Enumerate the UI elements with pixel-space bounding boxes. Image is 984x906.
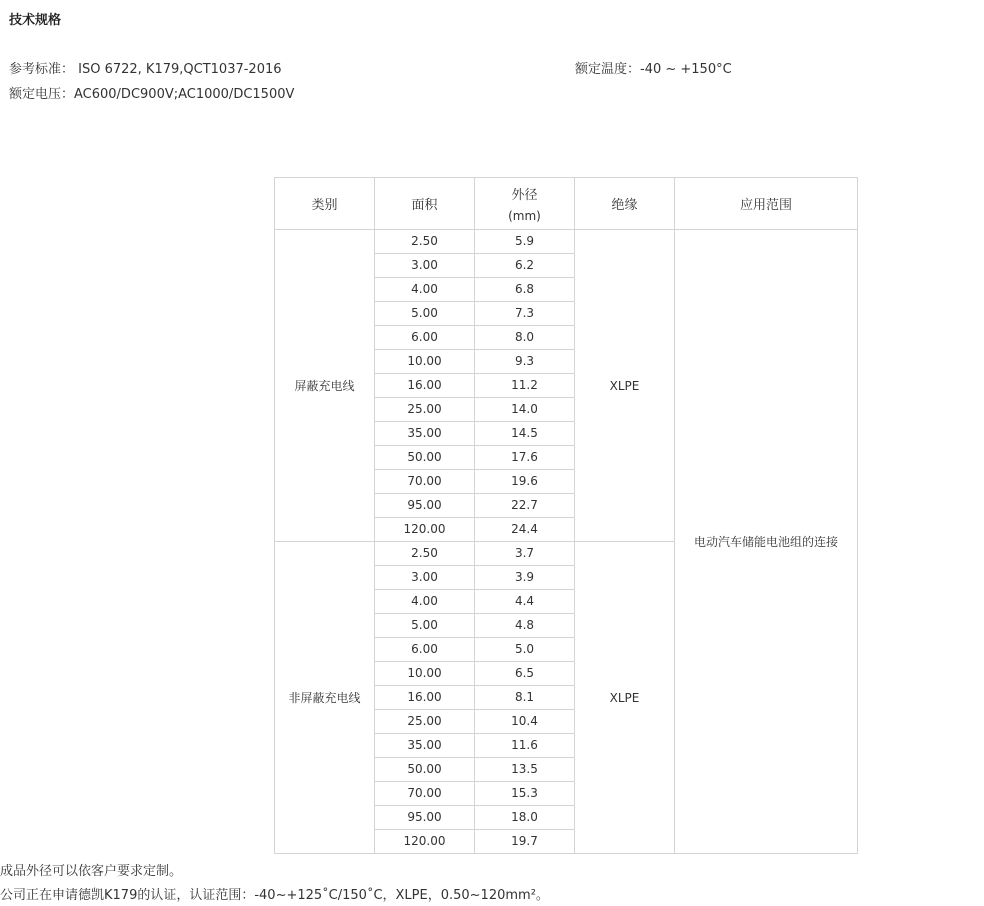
diameter-cell: 13.5 xyxy=(475,758,575,782)
diameter-cell: 8.1 xyxy=(475,686,575,710)
area-cell: 5.00 xyxy=(375,302,475,326)
area-cell: 6.00 xyxy=(375,326,475,350)
insulation-cell: XLPE xyxy=(575,542,675,854)
header-diameter xyxy=(475,178,575,230)
area-cell: 50.00 xyxy=(375,758,475,782)
area-cell: 35.00 xyxy=(375,734,475,758)
diameter-cell: 22.7 xyxy=(475,494,575,518)
header-area: 面积 xyxy=(375,178,475,230)
diameter-cell: 11.6 xyxy=(475,734,575,758)
category-cell: 屏蔽充电线 xyxy=(275,230,375,542)
area-cell: 10.00 xyxy=(375,350,475,374)
diameter-cell: 6.8 xyxy=(475,278,575,302)
diameter-cell: 10.4 xyxy=(475,710,575,734)
note-custom-diameter: 成品外径可以依客户要求定制。 xyxy=(0,864,183,879)
diameter-cell: 5.0 xyxy=(475,638,575,662)
rated-temperature: 额定温度：-40 ~ +150°C xyxy=(575,62,732,77)
area-cell: 6.00 xyxy=(375,638,475,662)
diameter-cell: 3.7 xyxy=(475,542,575,566)
area-cell: 70.00 xyxy=(375,782,475,806)
diameter-cell: 4.4 xyxy=(475,590,575,614)
area-cell: 50.00 xyxy=(375,446,475,470)
area-cell: 4.00 xyxy=(375,278,475,302)
diameter-cell: 19.7 xyxy=(475,830,575,854)
table-header-row xyxy=(275,178,858,230)
diameter-cell: 9.3 xyxy=(475,350,575,374)
category-cell: 非屏蔽充电线 xyxy=(275,542,375,854)
diameter-cell: 6.5 xyxy=(475,662,575,686)
area-cell: 25.00 xyxy=(375,398,475,422)
area-cell: 95.00 xyxy=(375,494,475,518)
diameter-cell: 6.2 xyxy=(475,254,575,278)
area-cell: 70.00 xyxy=(375,470,475,494)
area-cell: 5.00 xyxy=(375,614,475,638)
note-certification: 公司正在申请德凯K179的认证，认证范围：-40~+125˚C/150˚C，XLPE，0.50~120mm²。 xyxy=(0,888,549,903)
header-insulation: 绝缘 xyxy=(575,178,675,230)
table-row xyxy=(275,230,858,254)
area-cell: 16.00 xyxy=(375,686,475,710)
diameter-cell: 14.5 xyxy=(475,422,575,446)
diameter-cell: 14.0 xyxy=(475,398,575,422)
area-cell: 3.00 xyxy=(375,254,475,278)
insulation-cell: XLPE xyxy=(575,230,675,542)
area-cell: 2.50 xyxy=(375,542,475,566)
area-cell: 95.00 xyxy=(375,806,475,830)
area-cell: 3.00 xyxy=(375,566,475,590)
header-diameter-unit: (mm) xyxy=(508,209,541,223)
spec-table xyxy=(274,177,858,854)
area-cell: 35.00 xyxy=(375,422,475,446)
diameter-cell: 17.6 xyxy=(475,446,575,470)
application-cell: 电动汽车储能电池组的连接 xyxy=(675,230,858,854)
area-cell: 16.00 xyxy=(375,374,475,398)
reference-standard: 参考标准： ISO 6722, K179,QCT1037-2016 xyxy=(9,62,282,77)
diameter-cell: 18.0 xyxy=(475,806,575,830)
header-diameter-label: 外径 xyxy=(511,188,538,203)
diameter-cell: 7.3 xyxy=(475,302,575,326)
diameter-cell: 5.9 xyxy=(475,230,575,254)
table-body xyxy=(275,230,858,854)
header-category: 类别 xyxy=(275,178,375,230)
area-cell: 120.00 xyxy=(375,518,475,542)
diameter-cell: 11.2 xyxy=(475,374,575,398)
header-application: 应用范围 xyxy=(675,178,858,230)
area-cell: 4.00 xyxy=(375,590,475,614)
area-cell: 10.00 xyxy=(375,662,475,686)
rated-voltage: 额定电压：AC600/DC900V;AC1000/DC1500V xyxy=(9,87,295,102)
diameter-cell: 24.4 xyxy=(475,518,575,542)
diameter-cell: 8.0 xyxy=(475,326,575,350)
diameter-cell: 4.8 xyxy=(475,614,575,638)
area-cell: 120.00 xyxy=(375,830,475,854)
area-cell: 2.50 xyxy=(375,230,475,254)
diameter-cell: 15.3 xyxy=(475,782,575,806)
diameter-cell: 3.9 xyxy=(475,566,575,590)
area-cell: 25.00 xyxy=(375,710,475,734)
diameter-cell: 19.6 xyxy=(475,470,575,494)
page-title: 技术规格 xyxy=(9,13,62,28)
